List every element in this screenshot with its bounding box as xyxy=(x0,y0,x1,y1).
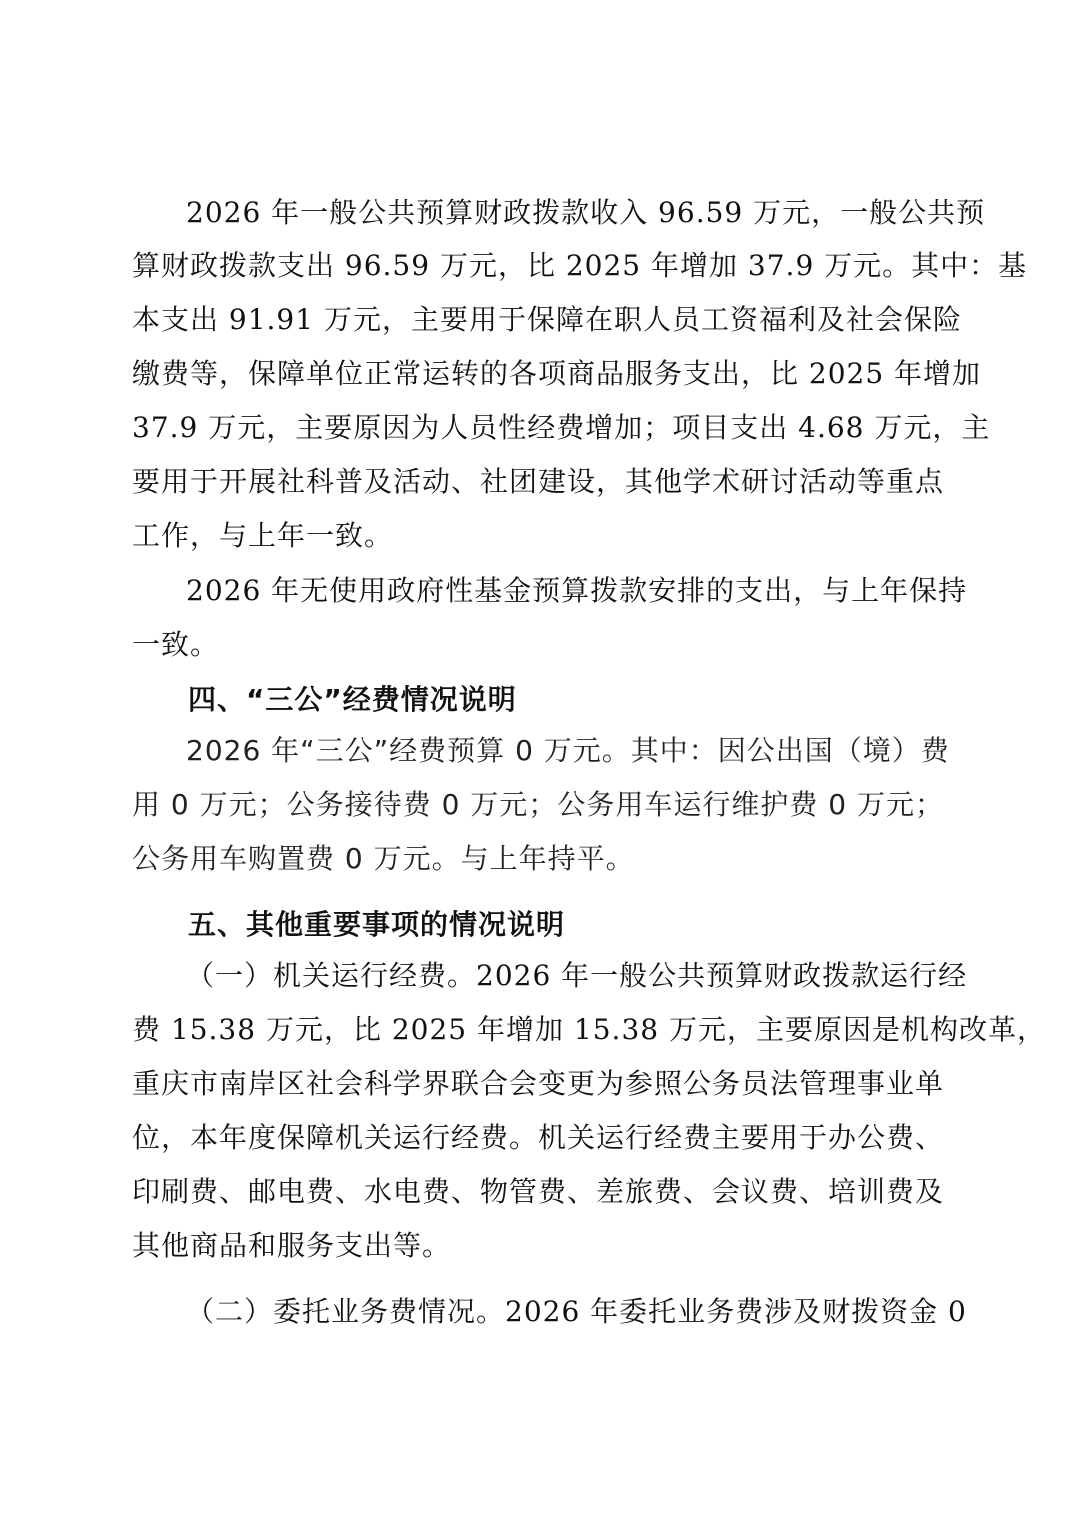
paragraph-4-line-6: 其他商品和服务支出等。 xyxy=(132,1229,452,1262)
paragraph-4-line-2: 费 15.38 万元，比 2025 年增加 15.38 万元，主要原因是机构改革， xyxy=(132,1013,1046,1046)
paragraph-3-line-3: 公务用车购置费 0 万元。与上年持平。 xyxy=(132,842,635,875)
paragraph-1-line-1: 2026 年一般公共预算财政拨款收入 96.59 万元，一般公共预 xyxy=(186,196,986,229)
paragraph-2-line-2: 一致。 xyxy=(132,628,220,661)
paragraph-4-line-4: 位，本年度保障机关运行经费。机关运行经费主要用于办公费、 xyxy=(132,1121,945,1154)
paragraph-3-line-2: 用 0 万元；公务接待费 0 万元；公务用车运行维护费 0 万元； xyxy=(132,788,944,821)
paragraph-4-line-5: 印刷费、邮电费、水电费、物管费、差旅费、会议费、培训费及 xyxy=(132,1175,945,1208)
paragraph-5-line-1: （二）委托业务费情况。2026 年委托业务费涉及财拨资金 0 xyxy=(186,1295,967,1328)
paragraph-1-line-4: 缴费等，保障单位正常运转的各项商品服务支出，比 2025 年增加 xyxy=(132,357,982,390)
paragraph-1-line-3: 本支出 91.91 万元，主要用于保障在职人员工资福利及社会保险 xyxy=(132,303,962,336)
section-heading-4: 四、“三公”经费情况说明 xyxy=(188,683,517,716)
paragraph-2-line-1: 2026 年无使用政府性基金预算拨款安排的支出，与上年保持 xyxy=(186,574,968,607)
paragraph-1-line-5: 37.9 万元，主要原因为人员性经费增加；项目支出 4.68 万元，主 xyxy=(132,411,991,444)
paragraph-3-line-1: 2026 年“三公”经费预算 0 万元。其中：因公出国（境）费 xyxy=(186,734,950,767)
section-heading-5: 五、其他重要事项的情况说明 xyxy=(188,908,566,941)
paragraph-4-line-1: （一）机关运行经费。2026 年一般公共预算财政拨款运行经 xyxy=(186,959,968,992)
paragraph-1-line-2: 算财政拨款支出 96.59 万元，比 2025 年增加 37.9 万元。其中：基 xyxy=(132,249,1028,282)
paragraph-1-line-6: 要用于开展社科普及活动、社团建设，其他学术研讨活动等重点 xyxy=(132,465,945,498)
paragraph-1-line-7: 工作，与上年一致。 xyxy=(132,519,394,552)
paragraph-4-line-3: 重庆市南岸区社会科学界联合会变更为参照公务员法管理事业单 xyxy=(132,1067,945,1100)
